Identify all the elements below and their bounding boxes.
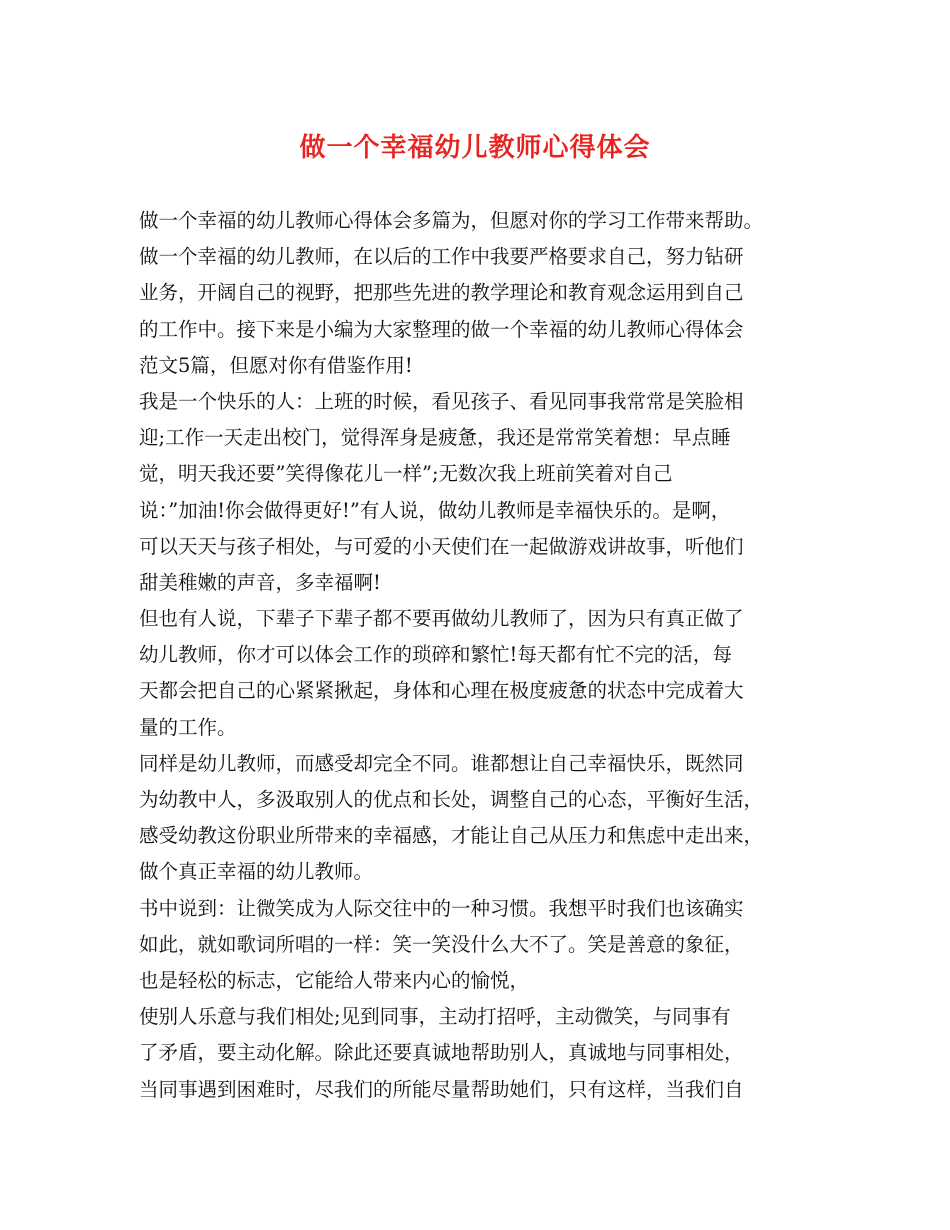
body-line: 了矛盾，要主动化解。除此还要真诚地帮助别人，真诚地与同事相处， [139, 1041, 744, 1065]
body-line: 可以天天与孩子相处，与可爱的小天使们在一起做游戏讲故事，听他们 [139, 534, 744, 558]
body-line: 的工作中。接下来是小编为大家整理的做一个幸福的幼儿教师心得体会 [139, 317, 744, 341]
body-line: 幼儿教师，你才可以体会工作的琐碎和繁忙!每天都有忙不完的活，每 [139, 643, 732, 667]
body-line: 天都会把自己的心紧紧揪起，身体和心理在极度疲惫的状态中完成着大 [139, 679, 744, 703]
body-line: 也是轻松的标志，它能给人带来内心的愉悦， [139, 968, 530, 992]
body-line: 当同事遇到困难时，尽我们的所能尽量帮助她们，只有这样，当我们自 [139, 1077, 744, 1101]
body-line: 觉，明天我还要”笑得像花儿一样”;无数次我上班前笑着对自己 [139, 462, 673, 486]
document-body [139, 203, 829, 1108]
body-line: 为幼教中人，多汲取别人的优点和长处，调整自己的心态，平衡好生活， [139, 788, 764, 811]
document-title: 做一个幸福幼儿教师心得体会 [299, 133, 651, 163]
body-line: 做个真正幸福的幼儿教师。 [139, 860, 374, 884]
body-line: 说：”加油!你会做得更好!”有人说，做幼儿教师是幸福快乐的。是啊， [139, 498, 731, 522]
body-line: 书中说到：让微笑成为人际交往中的一种习惯。我想平时我们也该确实 [139, 896, 744, 920]
body-line: 范文5篇，但愿对你有借鉴作用! [139, 353, 413, 377]
body-line: 但也有人说，下辈子下辈子都不要再做幼儿教师了，因为只有真正做了 [139, 607, 744, 631]
body-line: 甜美稚嫩的声音，多幸福啊! [139, 570, 381, 594]
body-line: 如此，就如歌词所唱的一样：笑一笑没什么大不了。笑是善意的象征， [139, 932, 744, 956]
body-line: 使别人乐意与我们相处;见到同事，主动打招呼，主动微笑，与同事有 [139, 1005, 731, 1029]
body-line: 量的工作。 [139, 715, 237, 739]
body-line: 感受幼教这份职业所带来的幸福感，才能让自己从压力和焦虑中走出来， [139, 824, 764, 848]
body-line: 同样是幼儿教师，而感受却完全不同。谁都想让自己幸福快乐，既然同 [139, 751, 744, 775]
body-line: 做一个幸福的幼儿教师，在以后的工作中我要严格要求自己，努力钻研 [139, 245, 744, 269]
body-line: 做一个幸福的幼儿教师心得体会多篇为，但愿对你的学习工作带来帮助。 [139, 209, 764, 232]
body-line: 业务，开阔自己的视野，把那些先进的教学理论和教育观念运用到自己 [139, 281, 744, 305]
body-line: 迎;工作一天走出校门，觉得浑身是疲惫，我还是常常笑着想：早点睡 [139, 426, 731, 450]
body-line: 我是一个快乐的人：上班的时候，看见孩子、看见同事我常常是笑脸相 [139, 389, 744, 413]
